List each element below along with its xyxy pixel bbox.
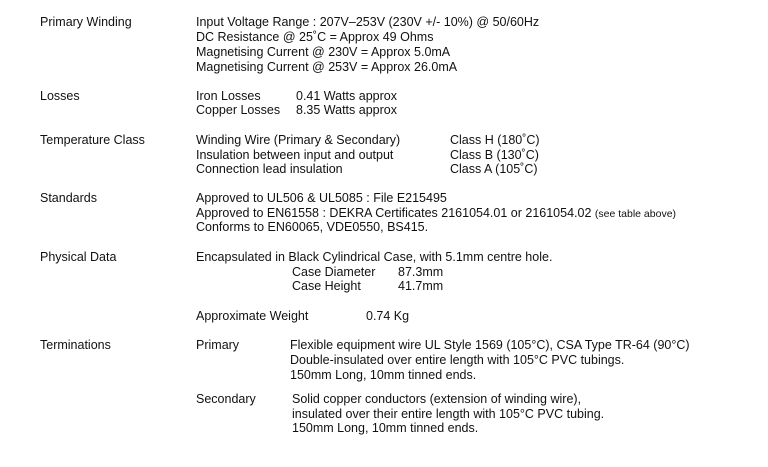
physical-description: Encapsulated in Black Cylindrical Case, with 5.1mm centre hole. [196, 250, 553, 264]
primary-termination-line: Double-insulated over entire length with 105°C PVC tubings. [290, 353, 625, 367]
standards-line-ul: Approved to UL506 & UL5085 : File E215495 [196, 191, 447, 205]
connection-lead-class: Class A (105˚C) [450, 162, 538, 176]
insulation-name: Insulation between input and output [196, 148, 394, 162]
iron-losses-name: Iron Losses [196, 89, 261, 103]
standards-label: Standards [40, 191, 97, 205]
weight-value: 0.74 Kg [366, 309, 410, 323]
weight-name: Approximate Weight [196, 309, 309, 323]
primary-winding-line: Magnetising Current @ 230V = Approx 5.0mA [196, 45, 451, 59]
primary-winding-line: Input Voltage Range : 207V–253V (230V +/- 10%) @ 50/60Hz [196, 15, 540, 29]
primary-winding-line: DC Resistance @ 25˚C = Approx 49 Ohms [196, 30, 434, 44]
primary-termination-line: 150mm Long, 10mm tinned ends. [290, 368, 477, 382]
winding-wire-class: Class H (180˚C) [450, 133, 540, 147]
physical-data-label: Physical Data [40, 250, 117, 264]
insulation-class: Class B (130˚C) [450, 148, 539, 162]
primary-winding-label: Primary Winding [40, 15, 132, 29]
secondary-termination-line: 150mm Long, 10mm tinned ends. [292, 421, 479, 435]
secondary-termination-line: insulated over their entire length with 105°C PVC tubing. [292, 407, 605, 421]
secondary-termination-line: Solid copper conductors (extension of winding wire), [292, 392, 582, 406]
secondary-termination-name: Secondary [196, 392, 256, 406]
primary-termination-name: Primary [196, 338, 240, 352]
case-diameter-value: 87.3mm [398, 265, 444, 279]
case-diameter-name: Case Diameter [292, 265, 376, 279]
case-height-value: 41.7mm [398, 279, 444, 293]
standards-line-conforms: Conforms to EN60065, VDE0550, BS415. [196, 220, 429, 234]
case-height-name: Case Height [292, 279, 361, 293]
standards-note: (see table above) [594, 208, 677, 220]
standards-line-en-text: Approved to EN61558 : DEKRA Certificates 2161054.01 or 2161054.02 [196, 206, 592, 220]
iron-losses-value: 0.41 Watts approx [296, 89, 397, 103]
copper-losses-value: 8.35 Watts approx [296, 103, 397, 117]
connection-lead-name: Connection lead insulation [196, 162, 343, 176]
primary-winding-line: Magnetising Current @ 253V = Approx 26.0mA [196, 60, 458, 74]
copper-losses-name: Copper Losses [196, 103, 281, 117]
winding-wire-name: Winding Wire (Primary & Secondary) [196, 133, 401, 147]
primary-termination-line: Flexible equipment wire UL Style 1569 (105°C), CSA Type TR-64 (90°C) [290, 338, 690, 352]
losses-label: Losses [40, 89, 80, 103]
terminations-label: Terminations [40, 338, 111, 352]
temperature-class-label: Temperature Class [40, 133, 145, 147]
